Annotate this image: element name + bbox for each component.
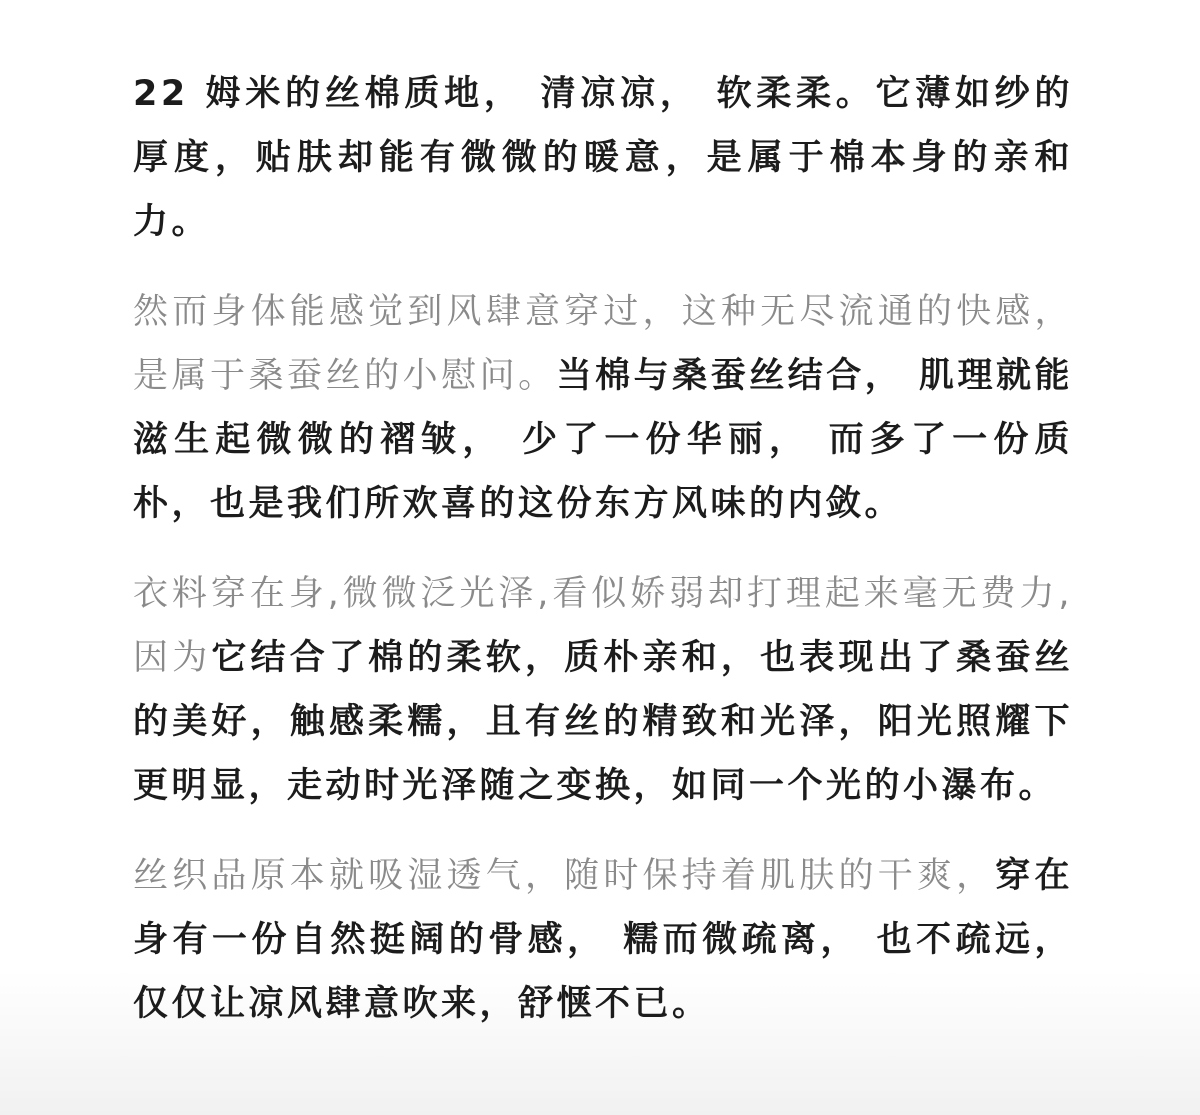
paragraph-3-intro: 衣料穿在身,微微泛光泽,看似娇弱却打理起来毫无费力,因为 (133, 574, 1073, 678)
paragraph-4-intro: 丝织品原本就吸湿透气，随时保持着肌肤的干爽， (133, 856, 996, 896)
paragraph-4 (133, 844, 1073, 1036)
paragraph-1-text: 22 姆米的丝棉质地， 清凉凉， 软柔柔。它薄如纱的厚度，贴肤却能有微微的暖意，是属于棉本身的亲和力。 (133, 74, 1073, 242)
paragraph-2-intro: 然而身体能感觉到风肆意穿过，这种无尽流通的快感，是属于桑蚕丝的小慰问。 (133, 292, 1073, 396)
paragraph-4-emphasis: 穿在身有一份自然挺阔的骨感， 糯而微疏离， 也不疏远，仅仅让凉风肆意吹来，舒惬不已。 (133, 856, 1073, 1024)
paragraph-2-emphasis: 当棉与桑蚕丝结合， 肌理就能滋生起微微的褶皱， 少了一份华丽， 而多了一份质朴，也是我们所欢喜的这份东方风味的内敛。 (133, 356, 1073, 524)
article-body (133, 62, 1073, 1062)
paragraph-2 (133, 280, 1073, 536)
paragraph-1 (133, 62, 1073, 254)
paragraph-3 (133, 562, 1073, 818)
paragraph-3-emphasis: 它结合了棉的柔软，质朴亲和，也表现出了桑蚕丝的美好，触感柔糯，且有丝的精致和光泽，阳光照耀下更明显，走动时光泽随之变换，如同一个光的小瀑布。 (133, 638, 1073, 806)
